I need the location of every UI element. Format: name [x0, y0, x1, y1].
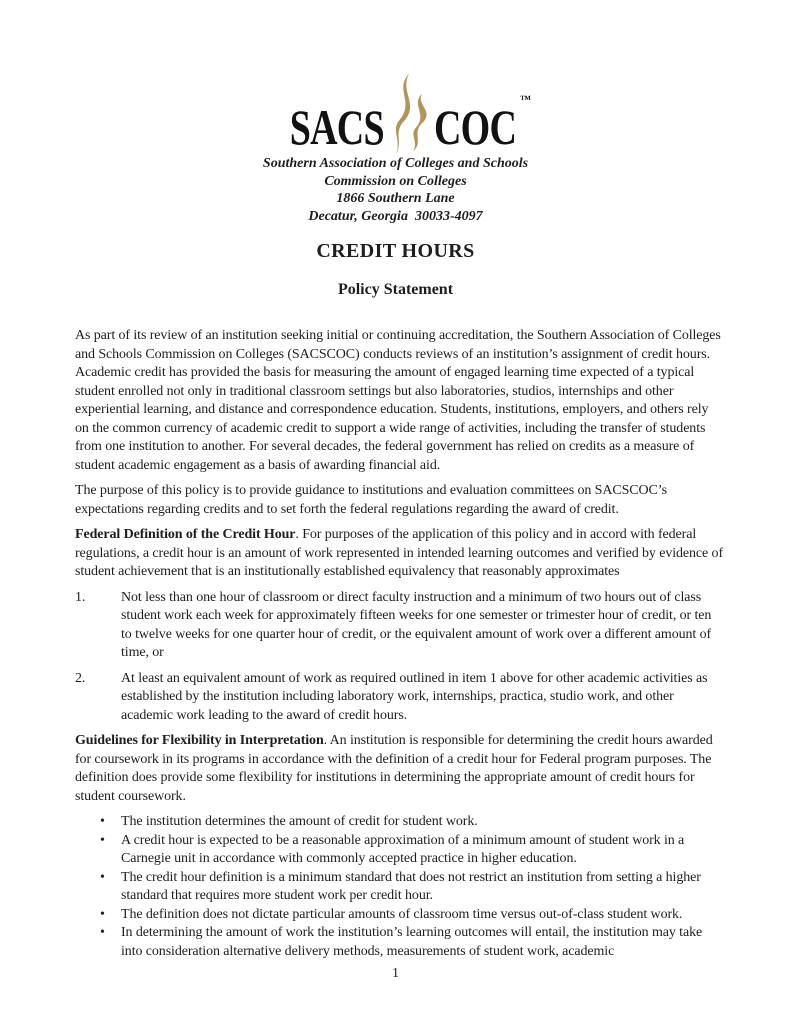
- numbered-item-2: [75, 670, 725, 726]
- bullet-text: The definition does not dictate particular amounts of classroom time versus out-of-class student work.: [121, 906, 683, 922]
- document-body: [75, 327, 725, 961]
- intro-paragraph: As part of its review of an institution seeking initial or continuing accreditation, the Southern Association of Colleges and Schools Commission on Colleges (SACSCOC) conducts reviews of an institution’s assignment of credit hours. Academic credit has provided the basis for measuring the amount of engaged learning time expected of a typical student enrolled not only in traditional classroom settings but also laboratories, studios, internships and other experiential learning, and distance and correspondence education. Students, institutions, employers, and others rely on the common currency of academic credit to support a wide range of activities, including the transfer of students from one institution to another. For several decades, the federal government has relied on credits as a measure of student academic engagement as a basis of awarding financial aid.: [75, 328, 721, 473]
- item-text: At least an equivalent amount of work as required outlined in item 1 above for other academic activities as established by the institution including laboratory work, internships, practica, studio work, and other academic work leading to the award of credit hours.: [121, 670, 708, 723]
- bullet-text: The institution determines the amount of credit for student work.: [121, 814, 478, 829]
- guidelines-text: . An institution is responsible for determining the credit hours awarded for coursework in its programs in accordance with the definition of a credit hour for Federal program purposes. The definition does provide some flexibility for institutions in determining the appropriate amount of credit hours for student coursework.: [75, 733, 713, 804]
- document-title: CREDIT HOURS: [316, 240, 475, 262]
- purpose-paragraph: The purpose of this policy is to provide guidance to institutions and evaluation committees on SACSCOC’s expectations regarding credits and to set forth the federal regulations regarding the award of credit.: [75, 483, 667, 517]
- bullet-icon: •: [100, 906, 105, 922]
- sacscoc-logo: [0, 0, 791, 225]
- numbered-item-1: [75, 589, 725, 663]
- guidelines-paragraph: [75, 732, 725, 806]
- address-line-city: Decatur, Georgia 30033-4097: [308, 208, 483, 224]
- bullet-icon: •: [100, 832, 105, 848]
- item-text: Not less than one hour of classroom or direct faculty instruction and a minimum of two hours out of class student work each week for approximately fifteen weeks for one semester or trimester hour of credit, or ten to twelve weeks for one quarter hour of credit, or the equivalent amount of work over a different amount of time, or: [121, 589, 712, 660]
- wordmark-coc: COC: [433, 99, 517, 155]
- bullet-icon: •: [100, 869, 105, 885]
- federal-definition-text: . For purposes of the application of this policy and in accord with federal regulations, a credit hour is an amount of work represented in intended learning outcomes and verified by evidence of student achievement that is an institutionally established equivalency that reasonably approximates: [75, 527, 724, 579]
- bullet-item: [75, 869, 725, 906]
- item-number: 1.: [75, 589, 86, 605]
- bullet-item: [75, 906, 725, 925]
- bullet-icon: •: [100, 814, 105, 829]
- federal-definition-paragraph: [75, 526, 725, 582]
- bullet-text: The credit hour definition is a minimum standard that does not restrict an institution from setting a higher standard that requires more student work per credit hour.: [121, 869, 701, 903]
- address-line-street: 1866 Southern Lane: [336, 191, 455, 206]
- bullet-item: [75, 832, 725, 869]
- wordmark-sacs: SACS: [289, 99, 384, 155]
- flame-icon: [385, 70, 433, 160]
- bullet-icon: •: [100, 925, 105, 940]
- bullet-text: In determining the amount of work the institution’s learning outcomes will entail, the institution may take into consideration alternative delivery methods, measurements of student work, academic: [121, 925, 703, 959]
- federal-definition-heading: Federal Definition of the Credit Hour: [75, 527, 296, 542]
- item-number: 2.: [75, 670, 86, 686]
- bullet-text: A credit hour is expected to be a reasonable approximation of a minimum amount of student work in a Carnegie unit in accordance with commonly accepted practice in higher education.: [121, 832, 685, 866]
- trademark-symbol: ™: [519, 94, 531, 106]
- address-block: [0, 155, 791, 225]
- address-line-association: Southern Association of Colleges and Schools: [262, 156, 529, 171]
- bullet-item: [75, 924, 725, 961]
- guidelines-heading: Guidelines for Flexibility in Interpretation: [75, 733, 324, 748]
- address-line-commission: Commission on Colleges: [324, 173, 467, 189]
- sacscoc-wordmark: [0, 60, 791, 155]
- document-subtitle: Policy Statement: [337, 281, 454, 298]
- page-number: 1: [392, 966, 399, 981]
- bullet-item: [75, 813, 725, 832]
